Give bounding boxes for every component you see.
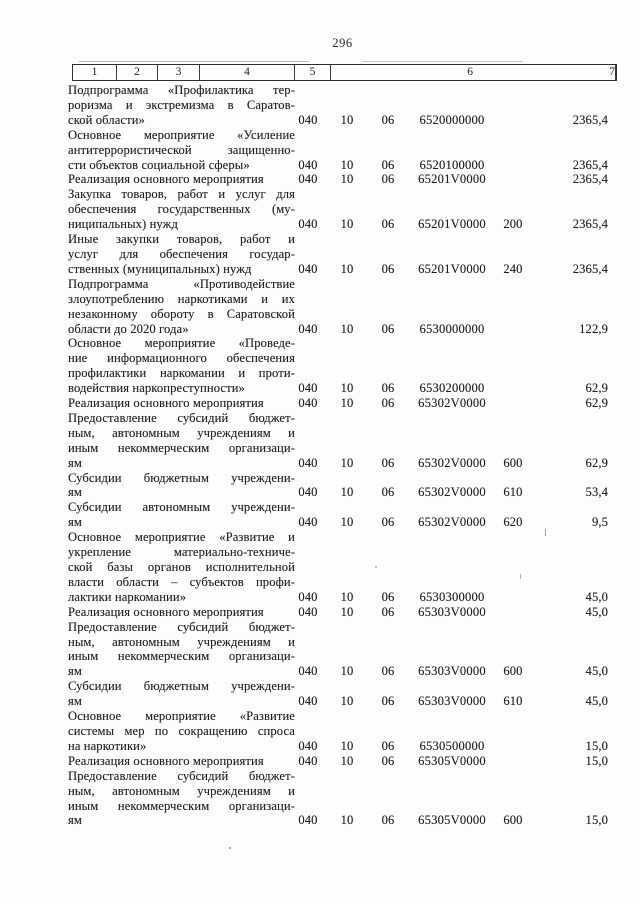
cell-amount: 2365,4 — [572, 172, 608, 187]
cell-description: Основное мероприятие «Развитие и укрепление материально-техниче- ской базы органов исполнительной власти области – субъектов профи- лактики наркомании» — [68, 530, 295, 604]
cell-description: Основное мероприятие «Усиление антитеррористической защищенно- сти объектов социальной сферы» — [68, 127, 295, 172]
cell-grbs-code: 040 — [298, 381, 318, 396]
cell-section-code: 10 — [340, 396, 354, 411]
cell-amount: 45,0 — [585, 694, 608, 709]
cell-section-code: 10 — [340, 589, 354, 604]
cell-subsection-code: 06 — [381, 694, 395, 709]
cell-expense-type: 600 — [503, 813, 523, 828]
table-row — [68, 83, 617, 128]
cell-description: Субсидии бюджетным учреждени- ям — [68, 470, 295, 500]
cell-section-code: 10 — [340, 261, 354, 276]
cell-grbs-code: 040 — [298, 515, 318, 530]
cell-subsection-code: 06 — [381, 589, 395, 604]
cell-grbs-code: 040 — [298, 172, 318, 187]
cell-target-article: 65303V0000 — [418, 664, 486, 679]
cell-grbs-code: 040 — [298, 664, 318, 679]
table-row — [68, 336, 617, 396]
cell-section-code: 10 — [340, 694, 354, 709]
cell-expense-type: 240 — [503, 261, 523, 276]
cell-description: Предоставление субсидий бюджет- ным, автономным учреждениям и иным некоммерческим организаци- ям — [68, 410, 295, 470]
table-row — [68, 605, 617, 620]
cell-description: Основное мероприятие «Развитие системы мер по сокращению спроса на наркотики» — [68, 709, 295, 753]
cell-expense-type: 600 — [503, 455, 523, 470]
cell-subsection-code: 06 — [381, 157, 395, 172]
cell-target-article: 65201V0000 — [418, 261, 486, 276]
scan-artifact — [229, 847, 231, 849]
cell-description: Реализация основного мероприятия — [68, 396, 264, 411]
cell-subsection-code: 06 — [381, 664, 395, 679]
cell-description: Закупка товаров, работ и услуг для обеспечения государственных (му- ниципальных) нужд — [68, 187, 295, 232]
cell-amount: 53,4 — [585, 485, 608, 500]
table-row — [68, 530, 617, 605]
cell-grbs-code: 040 — [298, 753, 318, 768]
cell-amount: 45,0 — [585, 664, 608, 679]
cell-subsection-code: 06 — [381, 813, 395, 828]
cell-amount: 15,0 — [585, 753, 608, 768]
scan-artifact — [545, 529, 546, 536]
table-row — [68, 471, 617, 501]
cell-amount: 2365,4 — [572, 217, 608, 232]
table-row — [68, 232, 617, 277]
cell-grbs-code: 040 — [298, 261, 318, 276]
table-row — [68, 172, 617, 187]
cell-section-code: 10 — [340, 485, 354, 500]
cell-target-article: 65303V0000 — [418, 604, 486, 619]
cell-description: Реализация основного мероприятия — [68, 172, 264, 187]
cell-section-code: 10 — [340, 112, 354, 127]
cell-grbs-code: 040 — [298, 694, 318, 709]
cell-subsection-code: 06 — [381, 112, 395, 127]
cell-description: Предоставление субсидий бюджет- ным, автономным учреждениям и иным некоммерческим организаци- ям — [68, 768, 295, 828]
cell-expense-type: 600 — [503, 664, 523, 679]
cell-amount: 9,5 — [591, 515, 608, 530]
table-row — [68, 128, 617, 173]
cell-amount: 45,0 — [585, 589, 608, 604]
cell-amount: 122,9 — [579, 321, 608, 336]
cell-target-article: 65201V0000 — [418, 217, 486, 232]
column-header: 5 — [295, 65, 331, 80]
cell-description: Подпрограмма «Профилактика тер- роризма и экстремизма в Саратов- ской области» — [68, 83, 295, 127]
table-row — [68, 679, 617, 709]
column-header: 2 — [117, 65, 158, 80]
cell-target-article: 6520100000 — [419, 157, 485, 172]
cell-description: Субсидии бюджетным учреждени- ям — [68, 679, 295, 709]
table-row — [68, 620, 617, 680]
cell-expense-type: 620 — [503, 515, 523, 530]
cell-amount: 62,9 — [585, 455, 608, 470]
cell-description: Основное мероприятие «Проведе- ние информационного обеспечения профилактики наркомании и проти- водействия наркопреступности» — [68, 336, 295, 396]
cell-target-article: 6530000000 — [419, 321, 485, 336]
cell-target-article: 6530200000 — [419, 381, 485, 396]
cell-section-code: 10 — [340, 157, 354, 172]
cell-section-code: 10 — [340, 813, 354, 828]
cell-grbs-code: 040 — [298, 321, 318, 336]
column-header: 3 — [158, 65, 200, 80]
cell-description: Иные закупки товаров, работ и услуг для обеспечения государ- ственных (муниципальных) нужд — [68, 232, 295, 276]
table-header-row — [72, 64, 617, 81]
table-row — [68, 411, 617, 471]
cell-target-article: 65201V0000 — [418, 172, 486, 187]
table-row — [68, 277, 617, 337]
column-header: 6 — [467, 66, 473, 78]
budget-table — [68, 64, 617, 828]
table-row — [68, 187, 617, 232]
cell-subsection-code: 06 — [381, 604, 395, 619]
cell-description: Предоставление субсидий бюджет- ным, автономным учреждениям и иным некоммерческим организаци- ям — [68, 619, 295, 679]
cell-section-code: 10 — [340, 321, 354, 336]
cell-description: Реализация основного мероприятия — [68, 604, 264, 619]
cell-section-code: 10 — [340, 515, 354, 530]
cell-subsection-code: 06 — [381, 261, 395, 276]
cell-amount: 15,0 — [585, 813, 608, 828]
cell-subsection-code: 06 — [381, 396, 395, 411]
cell-grbs-code: 040 — [298, 112, 318, 127]
cell-expense-type: 610 — [503, 694, 523, 709]
cell-subsection-code: 06 — [381, 381, 395, 396]
cell-subsection-code: 06 — [381, 515, 395, 530]
cell-amount: 45,0 — [585, 604, 608, 619]
cell-expense-type: 200 — [503, 217, 523, 232]
column-header: 4 — [200, 65, 295, 80]
cell-subsection-code: 06 — [381, 738, 395, 753]
cell-target-article: 65303V0000 — [418, 694, 486, 709]
cell-target-article: 6530300000 — [419, 589, 485, 604]
cell-grbs-code: 040 — [298, 738, 318, 753]
cell-subsection-code: 06 — [381, 753, 395, 768]
cell-description: Реализация основного мероприятия — [68, 753, 264, 768]
column-header: 7 — [609, 66, 615, 78]
column-header: 1 — [73, 65, 117, 80]
cell-target-article: 65302V0000 — [418, 485, 486, 500]
cell-amount: 62,9 — [585, 396, 608, 411]
cell-target-article: 6520000000 — [419, 112, 485, 127]
cell-subsection-code: 06 — [381, 485, 395, 500]
cell-section-code: 10 — [340, 381, 354, 396]
cell-target-article: 65302V0000 — [418, 515, 486, 530]
table-row — [68, 754, 617, 769]
cell-section-code: 10 — [340, 172, 354, 187]
cell-amount: 2365,4 — [572, 112, 608, 127]
cell-grbs-code: 040 — [298, 604, 318, 619]
cell-description: Подпрограмма «Противодействие злоупотреблению наркотиками и их незаконному обороту в Саратовской области до 2020 года» — [68, 276, 295, 336]
cell-section-code: 10 — [340, 217, 354, 232]
cell-grbs-code: 040 — [298, 485, 318, 500]
cell-amount: 2365,4 — [572, 261, 608, 276]
cell-target-article: 65305V0000 — [418, 753, 486, 768]
table-row — [68, 396, 617, 411]
table-body — [68, 83, 617, 828]
cell-amount: 2365,4 — [572, 157, 608, 172]
cell-target-article: 65302V0000 — [418, 396, 486, 411]
cell-section-code: 10 — [340, 455, 354, 470]
cell-target-article: 65305V0000 — [418, 813, 486, 828]
cell-grbs-code: 040 — [298, 157, 318, 172]
page-number: 296 — [332, 36, 353, 50]
cell-amount: 62,9 — [585, 381, 608, 396]
scan-artifact — [375, 566, 377, 568]
cell-subsection-code: 06 — [381, 455, 395, 470]
cell-grbs-code: 040 — [298, 396, 318, 411]
scan-artifact — [520, 574, 521, 579]
cell-grbs-code: 040 — [298, 217, 318, 232]
cell-subsection-code: 06 — [381, 172, 395, 187]
table-row — [68, 500, 617, 530]
cell-grbs-code: 040 — [298, 455, 318, 470]
table-row — [68, 769, 617, 829]
cell-subsection-code: 06 — [381, 321, 395, 336]
cell-grbs-code: 040 — [298, 589, 318, 604]
table-row — [68, 709, 617, 754]
cell-subsection-code: 06 — [381, 217, 395, 232]
cell-grbs-code: 040 — [298, 813, 318, 828]
cell-target-article: 6530500000 — [419, 738, 485, 753]
cell-target-article: 65302V0000 — [418, 455, 486, 470]
cell-expense-type: 610 — [503, 485, 523, 500]
cell-section-code: 10 — [340, 604, 354, 619]
cell-section-code: 10 — [340, 753, 354, 768]
cell-amount: 15,0 — [585, 738, 608, 753]
cell-description: Субсидии автономным учреждени- ям — [68, 500, 295, 530]
cell-section-code: 10 — [340, 738, 354, 753]
cell-section-code: 10 — [340, 664, 354, 679]
